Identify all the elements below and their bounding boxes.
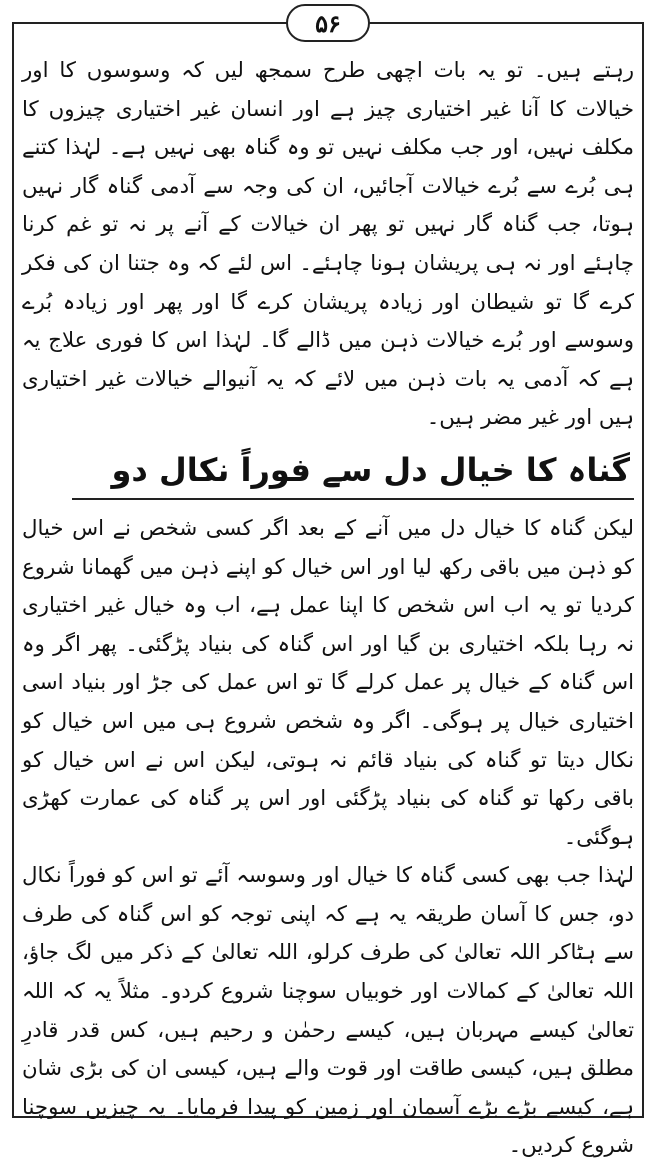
section-heading: گناہ کا خیال دل سے فوراً نکال دو xyxy=(72,444,634,500)
paragraph: لہٰذا جب بھی کسی گناہ کا خیال اور وسوسہ آئے تو اس کو فوراً نکال دو، جس کا آسان طریقہ یہ ہے کہ اپنی توجہ کو اس گناہ کی طرف سے ہٹاکر اللہ تعالیٰ کی طرف کرلو، اللہ تعالیٰ کے ذکر میں لگ جاؤ، اللہ تعالیٰ کے کمالات اور خوبیاں سوچنا شروع کردو۔ مثلاً یہ کہ اللہ تعالیٰ کیسے مہربان ہیں، کیسے رحمٰن و رحیم ہیں، کس قدر قادرِ مطلق ہیں، کیسی طاقت اور قوت والے ہیں، کیسی ان کی بڑی شان ہے، کیسے بڑے بڑے آسمان اور زمین کو پیدا فرمایا۔ یہ چیزیں سوچنا شروع کردیں۔ xyxy=(22,863,634,1159)
page-number-badge xyxy=(286,4,370,42)
page-body xyxy=(22,52,634,1166)
paragraph: لیکن گناہ کا خیال دل میں آنے کے بعد اگر کسی شخص نے اس خیال کو ذہن میں باقی رکھ لیا اور اس خیال کو اپنے ذہن میں گھمانا شروع کردیا تو یہ اب اس شخص کا اپنا عمل ہے، اب وہ خیال غیر اختیاری نہ رہا بلکہ اختیاری بن گیا اور اس گناہ کی بنیاد پڑگئی۔ پھر اگر وہ اس گناہ کے خیال پر عمل کرلے گا تو اس عمل کی جڑ اور بنیاد اسی اختیاری خیال پر ہوگی۔ اگر وہ شخص شروع ہی میں اس خیال کو نکال دیتا تو گناہ کی بنیاد قائم نہ ہوتی، لیکن اس نے اس خیال کو باقی رکھا تو گناہ کی بنیاد پڑگئی اور اس پر گناہ کی عمارت کھڑی ہوگئی۔ xyxy=(22,515,634,850)
section-heading-wrap xyxy=(22,444,634,500)
page-number: ۵۶ xyxy=(315,8,341,38)
paragraph: رہتے ہیں۔ تو یہ بات اچھی طرح سمجھ لیں کہ وسوسوں کا اور خیالات کا آنا غیر اختیاری چیز ہے اور انسان غیر اختیاری چیزوں کا مکلف نہیں، اور جب مکلف نہیں تو وہ گناہ بھی نہیں ہے۔ لہٰذا کتنے ہی بُرے سے بُرے خیالات آجائیں، ان کی وجہ سے آدمی گناہ گار نہیں ہوتا، جب گناہ گار نہیں تو پھر ان خیالات کے آنے پر نہ تو غم کرنا چاہئے اور نہ ہی پریشان ہونا چاہئے۔ اس لئے کہ وہ جتنا ان کی فکر کرے گا تو شیطان اور زیادہ پریشان کرے گا اور پھر اور زیادہ بُرے وسوسے اور بُرے خیالات ذہن میں ڈالے گا۔ لہٰذا اس کا فوری علاج یہ ہے کہ آدمی یہ بات ذہن میں لائے کہ یہ آنیوالے خیالات غیر اختیاری ہیں اور غیر مضر ہیں۔ xyxy=(22,58,634,431)
